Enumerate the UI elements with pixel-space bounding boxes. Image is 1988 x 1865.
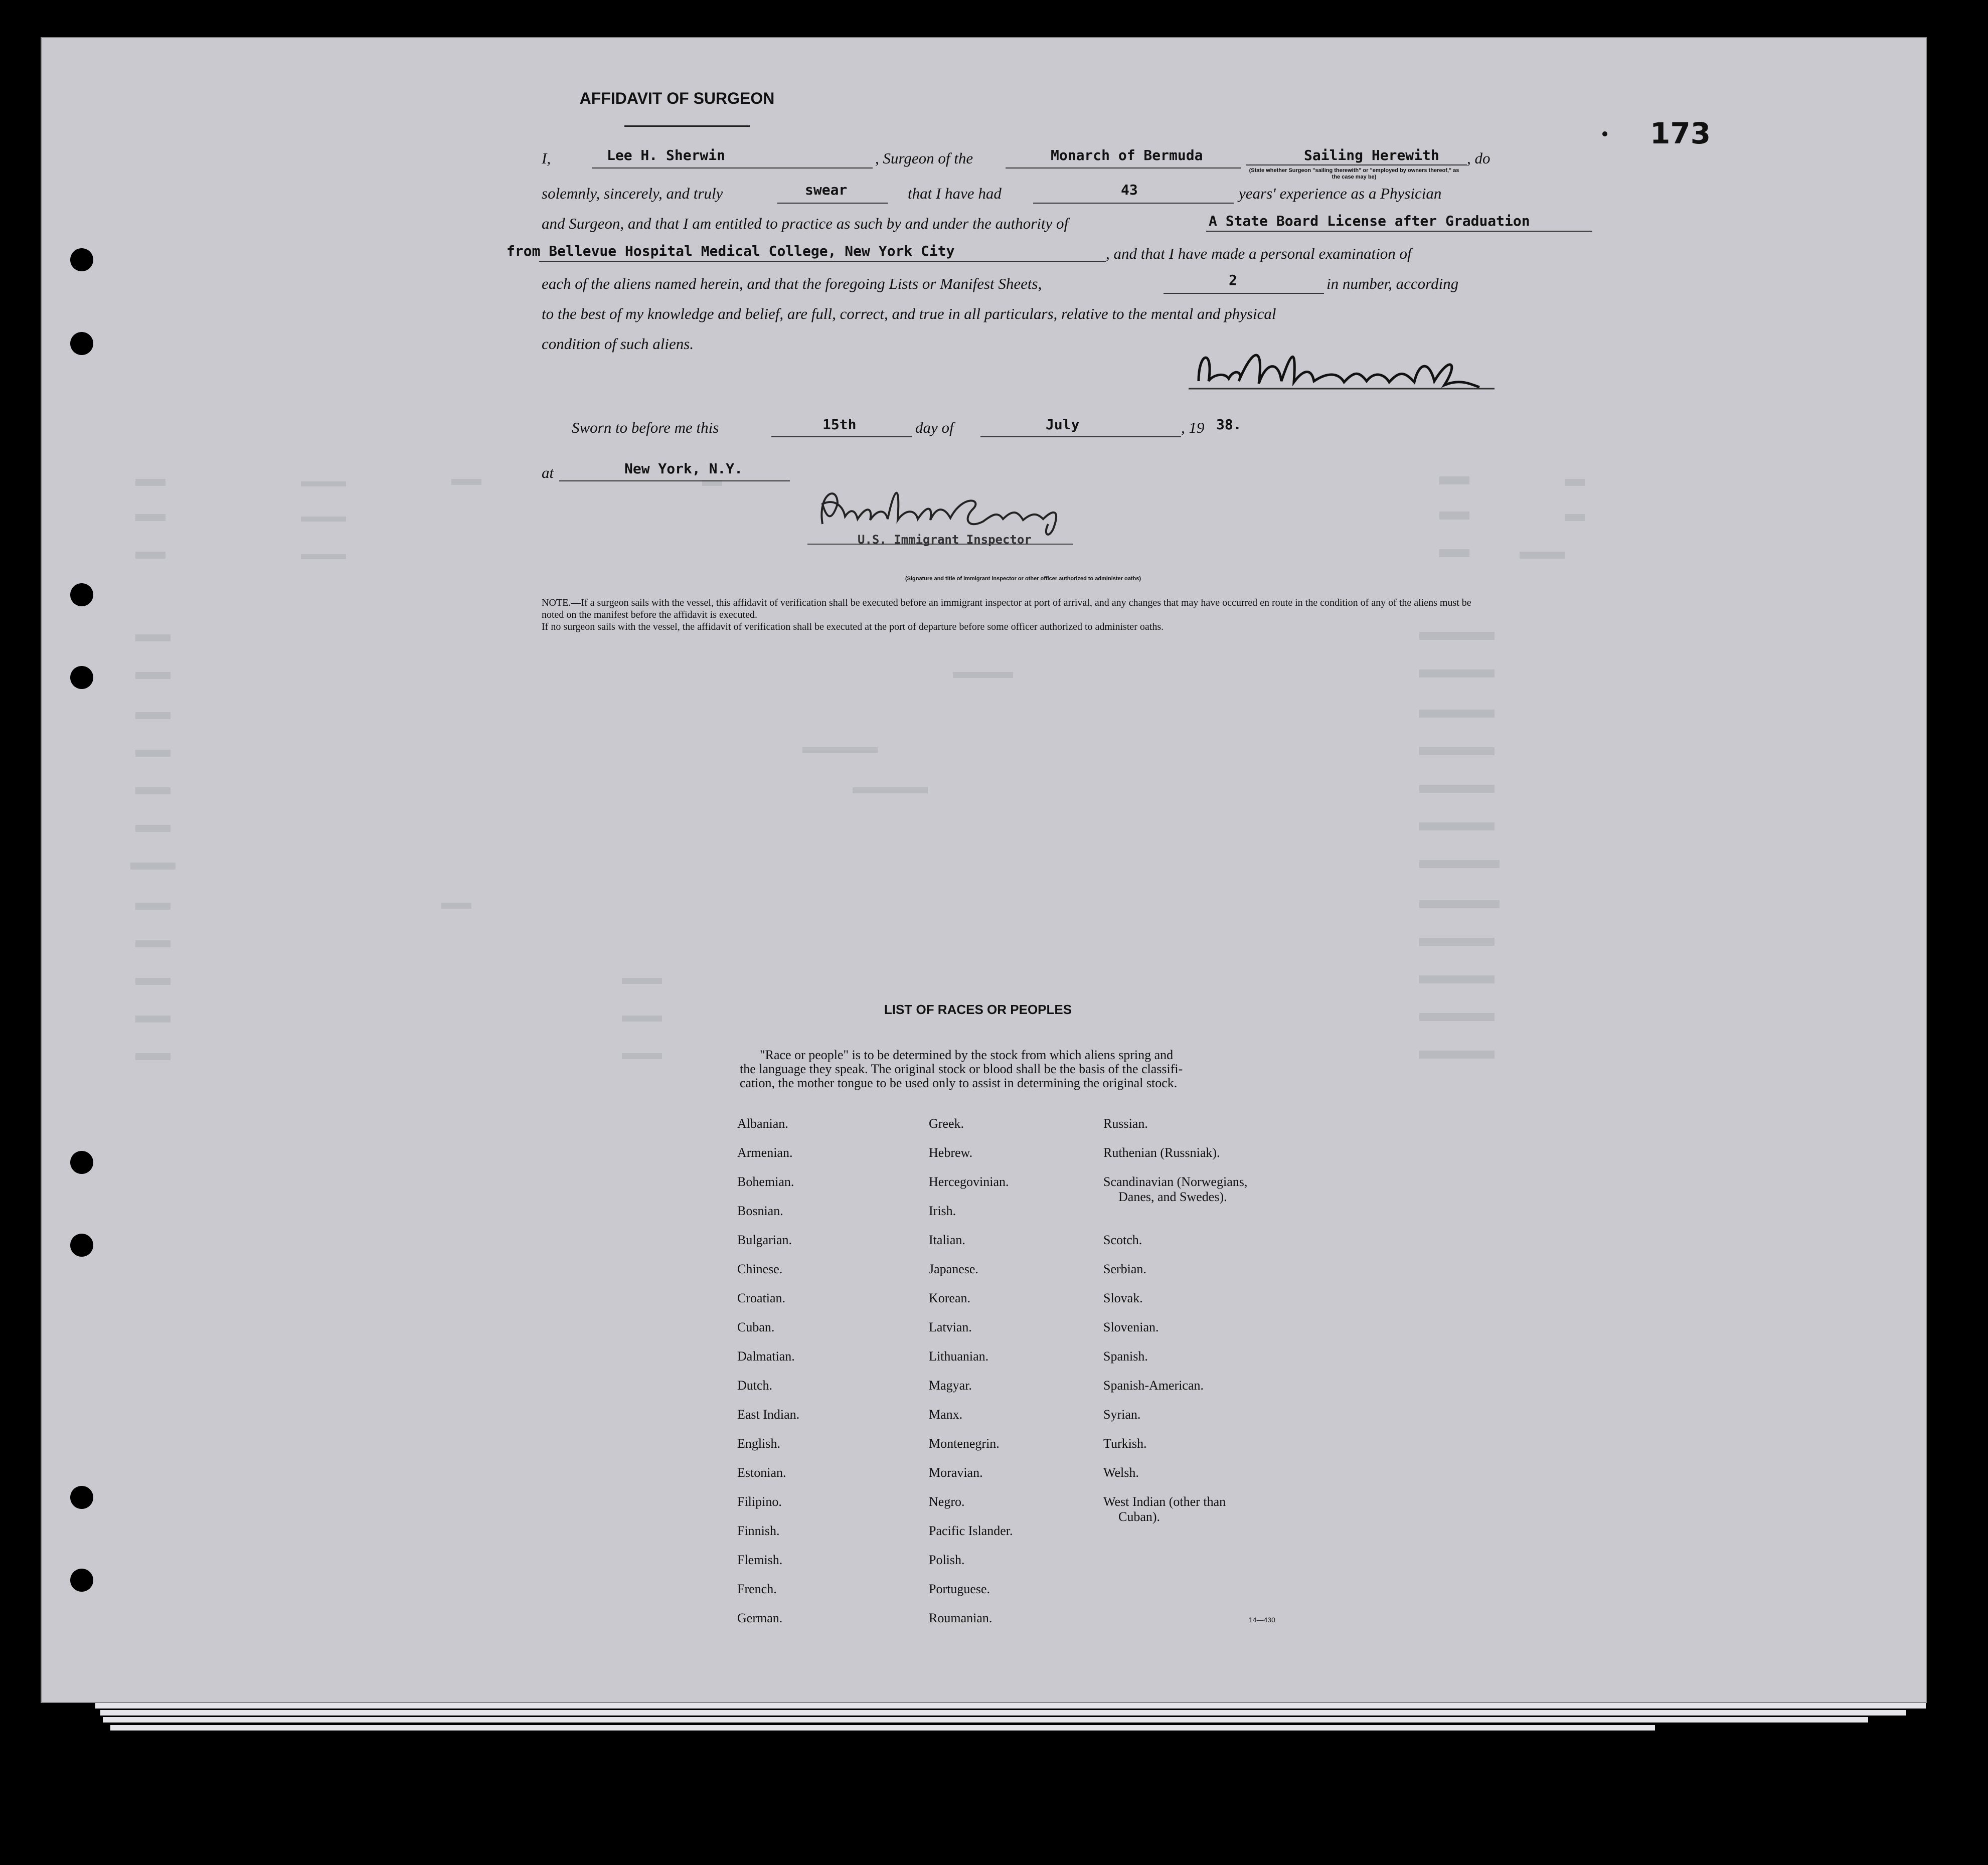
race-item: Scandinavian (Norwegians,: [1103, 1174, 1248, 1189]
race-item: Flemish.: [737, 1553, 783, 1567]
race-item: Magyar.: [929, 1378, 972, 1393]
race-item: Montenegrin.: [929, 1436, 1000, 1451]
at-label: at: [542, 464, 554, 481]
line-condition: condition of such aliens.: [542, 335, 694, 353]
race-item: Bohemian.: [737, 1174, 794, 1189]
page-number: 173: [1650, 116, 1711, 150]
race-item: Slovak.: [1103, 1291, 1143, 1305]
race-item: Latvian.: [929, 1320, 972, 1334]
surgeon-of-label: , Surgeon of the: [875, 149, 973, 167]
day-of-label: day of: [915, 419, 954, 436]
race-item: Polish.: [929, 1553, 965, 1567]
race-item: Portuguese.: [929, 1582, 990, 1596]
race-item: Dalmatian.: [737, 1349, 795, 1364]
races-intro-line: cation, the mother tongue to be used only to assist in determining the original stock.: [740, 1076, 1178, 1090]
race-item: Danes, and Swedes).: [1118, 1190, 1227, 1204]
race-item: Cuban.: [737, 1320, 775, 1334]
race-item: Cuban).: [1118, 1509, 1161, 1524]
month: July: [1046, 416, 1080, 433]
race-item: Turkish.: [1103, 1436, 1147, 1451]
race-item: Spanish.: [1103, 1349, 1148, 1364]
race-item: French.: [737, 1582, 777, 1596]
note-text-2: If no surgeon sails with the vessel, the affidavit of verification shall be executed at the port of departure before some officer authorized to administer oaths.: [542, 621, 1164, 632]
race-item: Manx.: [929, 1407, 963, 1422]
affidavit-title: AFFIDAVIT OF SURGEON: [579, 89, 775, 107]
line-personal-examination: , and that I have made a personal examination of: [1106, 245, 1412, 262]
race-item: Ruthenian (Russniak).: [1103, 1145, 1220, 1160]
race-item: Dutch.: [737, 1378, 773, 1393]
races-intro-line: "Race or people" is to be determined by the stock from which aliens spring and: [760, 1048, 1174, 1062]
day: 15th: [822, 416, 857, 433]
sworn-label: Sworn to before me this: [572, 419, 719, 436]
races-title: LIST OF RACES OR PEOPLES: [884, 1002, 1072, 1017]
sailing-status: Sailing Herewith: [1304, 147, 1439, 163]
note-text-1: If a surgeon sails with the vessel, this affidavit of verification shall be executed before an immigrant inspector at port of arrival, and any changes that may have occurred en route in the condition of any of the aliens must be noted on the manifest before the affidavit is executed.: [542, 597, 1471, 620]
race-item: Hercegovinian.: [929, 1174, 1009, 1189]
race-item: Bosnian.: [737, 1204, 783, 1218]
line-and-surgeon: and Surgeon, and that I am entitled to practice as such by and under the authority of: [542, 215, 1069, 232]
race-item: Lithuanian.: [929, 1349, 989, 1364]
race-item: Italian.: [929, 1233, 965, 1247]
race-item: Croatian.: [737, 1291, 786, 1305]
place: New York, N.Y.: [624, 460, 743, 477]
race-item: West Indian (other than: [1103, 1494, 1226, 1509]
race-item: Roumanian.: [929, 1611, 992, 1625]
year-suffix: 38.: [1216, 416, 1242, 433]
race-item: Scotch.: [1103, 1233, 1142, 1247]
inspector-title: U.S. Immigrant Inspector: [858, 533, 1032, 547]
race-item: Welsh.: [1103, 1465, 1139, 1480]
race-item: Korean.: [929, 1291, 971, 1305]
form-number: 14—430: [1249, 1616, 1275, 1624]
race-item: Irish.: [929, 1204, 956, 1218]
race-item: Moravian.: [929, 1465, 983, 1480]
line-that-i-have-had: that I have had: [908, 185, 1002, 202]
race-item: Greek.: [929, 1116, 964, 1131]
line-in-number: in number, according: [1327, 275, 1459, 292]
line-best-of-knowledge: to the best of my knowledge and belief, are full, correct, and true in all particulars, relative to the mental and physical: [542, 305, 1276, 322]
race-item: German.: [737, 1611, 783, 1625]
years-experience: 43: [1121, 182, 1138, 198]
race-item: Bulgarian.: [737, 1233, 792, 1247]
i-label: I,: [542, 149, 551, 167]
races-column-1: [737, 1117, 799, 1640]
sheets-count: 2: [1229, 272, 1237, 288]
race-item: Armenian.: [737, 1145, 793, 1160]
do-label: , do: [1467, 149, 1490, 167]
authority-line-2: from Bellevue Hospital Medical College, New York City: [507, 243, 955, 259]
race-item: Negro.: [929, 1494, 965, 1509]
race-item: Japanese.: [929, 1262, 978, 1276]
race-item: Albanian.: [737, 1116, 788, 1131]
race-item: Pacific Islander.: [929, 1523, 1013, 1538]
authority-line-1: A State Board License after Graduation: [1209, 213, 1530, 229]
race-item: East Indian.: [737, 1407, 800, 1422]
race-item: Spanish-American.: [1103, 1378, 1204, 1393]
line-each-of-the-aliens: each of the aliens named herein, and that the foregoing Lists or Manifest Sheets,: [542, 275, 1042, 292]
inspector-note: (Signature and title of immigrant inspector or other officer authorized to administer oaths): [905, 576, 1141, 582]
surgeon-name: Lee H. Sherwin: [607, 147, 726, 163]
oath: swear: [805, 182, 848, 198]
race-item: English.: [737, 1436, 780, 1451]
race-item: Russian.: [1103, 1116, 1148, 1131]
race-item: Syrian.: [1103, 1407, 1141, 1422]
race-item: Hebrew.: [929, 1145, 973, 1160]
races-intro-line: the language they speak. The original stock or blood shall be the basis of the classifi-: [740, 1062, 1183, 1076]
race-item: Finnish.: [737, 1523, 780, 1538]
race-item: Filipino.: [737, 1494, 782, 1509]
races-intro: [740, 1048, 1281, 1090]
races-column-2: [929, 1117, 1013, 1640]
note-label: NOTE.—: [542, 597, 581, 608]
race-item: Slovenian.: [1103, 1320, 1159, 1334]
race-item: Estonian.: [737, 1465, 786, 1480]
line-years-experience: years' experience as a Physician: [1239, 185, 1442, 202]
vessel-name: Monarch of Bermuda: [1051, 147, 1203, 163]
line-solemnly: solemnly, sincerely, and truly: [542, 185, 723, 202]
races-column-3: [1103, 1117, 1247, 1539]
race-item: Serbian.: [1103, 1262, 1146, 1276]
year-prefix: , 19: [1181, 419, 1205, 436]
race-item: Chinese.: [737, 1262, 783, 1276]
sailing-status-note: (State whether Surgeon "sailing therewith" or "employed by owners thereof," as the case may be): [1249, 167, 1459, 180]
